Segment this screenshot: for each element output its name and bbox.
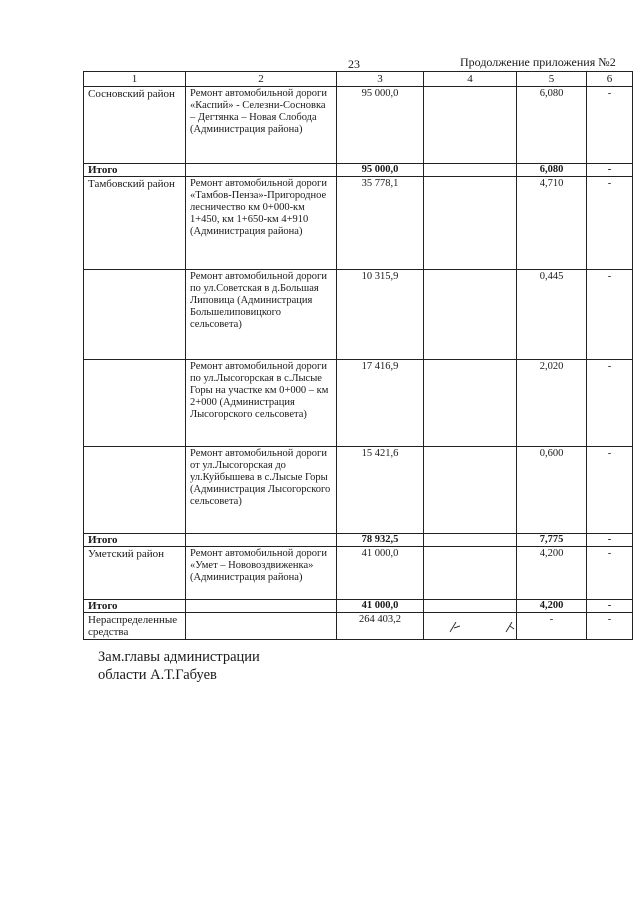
- column-4-cell: [424, 177, 517, 270]
- column-number-4: 4: [424, 72, 517, 87]
- length-cell: 6,080: [517, 87, 587, 164]
- district-cell: Нераспределенные средства: [84, 613, 186, 640]
- column-4-cell: [424, 547, 517, 600]
- amount-cell: 264 403,2: [337, 613, 424, 640]
- length-cell: 4,200: [517, 600, 587, 613]
- length-cell: 7,775: [517, 534, 587, 547]
- column-number-2: 2: [186, 72, 337, 87]
- table-row: [84, 270, 633, 360]
- amount-cell: 95 000,0: [337, 87, 424, 164]
- column-4-cell: [424, 164, 517, 177]
- length-cell: 6,080: [517, 164, 587, 177]
- description-cell: [186, 534, 337, 547]
- page-number: 23: [348, 57, 360, 71]
- column-6-cell: -: [587, 613, 633, 640]
- table-row: [84, 177, 633, 270]
- total-label: Итого: [84, 534, 186, 547]
- district-cell: Тамбовский район: [84, 177, 186, 270]
- amount-cell: 78 932,5: [337, 534, 424, 547]
- signature-title: Зам.главы администрации: [98, 649, 260, 665]
- column-4-cell: [424, 534, 517, 547]
- description-cell: Ремонт автомобильной дороги «Умет – Нововоздвиженка» (Администрация района): [186, 547, 337, 600]
- amount-cell: 10 315,9: [337, 270, 424, 360]
- signature-name: области А.Т.Габуев: [98, 667, 217, 683]
- description-cell: Ремонт автомобильной дороги по ул.Советская в д.Большая Липовица (Администрация Большелиповицкого сельсовета): [186, 270, 337, 360]
- description-cell: [186, 164, 337, 177]
- continuation-note: Продолжение приложения №2: [460, 55, 616, 69]
- column-4-cell: [424, 87, 517, 164]
- column-number-1: 1: [84, 72, 186, 87]
- district-cell: [84, 360, 186, 447]
- column-4-cell: [424, 360, 517, 447]
- column-number-5: 5: [517, 72, 587, 87]
- length-cell: 0,600: [517, 447, 587, 534]
- table-row: [84, 87, 633, 164]
- table-row: [84, 360, 633, 447]
- length-cell: 0,445: [517, 270, 587, 360]
- column-6-cell: -: [587, 164, 633, 177]
- district-cell: Сосновский район: [84, 87, 186, 164]
- column-6-cell: -: [587, 547, 633, 600]
- total-label: Итого: [84, 164, 186, 177]
- table-row: [84, 613, 633, 640]
- column-4-cell: [424, 600, 517, 613]
- column-6-cell: -: [587, 87, 633, 164]
- description-cell: Ремонт автомобильной дороги «Тамбов-Пенза»-Пригородное лесничество км 0+000-км 1+450, км 1+650-км 4+910 (Администрация района): [186, 177, 337, 270]
- description-cell: Ремонт автомобильной дороги «Каспий» - Селезни-Сосновка – Дегтянка – Новая Слобода (Администрация района): [186, 87, 337, 164]
- column-number-row: [84, 72, 633, 87]
- column-6-cell: -: [587, 360, 633, 447]
- length-cell: 4,710: [517, 177, 587, 270]
- amount-cell: 17 416,9: [337, 360, 424, 447]
- description-cell: [186, 600, 337, 613]
- column-6-cell: -: [587, 534, 633, 547]
- column-6-cell: -: [587, 270, 633, 360]
- column-6-cell: -: [587, 177, 633, 270]
- appendix-table: [83, 71, 633, 640]
- column-4-cell: [424, 447, 517, 534]
- district-cell: [84, 270, 186, 360]
- length-cell: 2,020: [517, 360, 587, 447]
- amount-cell: 35 778,1: [337, 177, 424, 270]
- amount-cell: 41 000,0: [337, 600, 424, 613]
- total-label: Итого: [84, 600, 186, 613]
- signature-mark: [448, 620, 528, 634]
- column-6-cell: -: [587, 600, 633, 613]
- district-cell: Уметский район: [84, 547, 186, 600]
- total-row: [84, 600, 633, 613]
- signature-block: [98, 648, 260, 684]
- column-4-cell: [424, 270, 517, 360]
- description-cell: [186, 613, 337, 640]
- description-cell: Ремонт автомобильной дороги от ул.Лысогорская до ул.Куйбышева в с.Лысые Горы (Администрация Лысогорского сельсовета): [186, 447, 337, 534]
- amount-cell: 95 000,0: [337, 164, 424, 177]
- description-cell: Ремонт автомобильной дороги по ул.Лысогорская в с.Лысые Горы на участке км 0+000 – км 2+000 (Администрация Лысогорского сельсовета): [186, 360, 337, 447]
- table-row: [84, 547, 633, 600]
- total-row: [84, 534, 633, 547]
- total-row: [84, 164, 633, 177]
- length-cell: -: [517, 613, 587, 640]
- column-6-cell: -: [587, 447, 633, 534]
- table-row: [84, 447, 633, 534]
- district-cell: [84, 447, 186, 534]
- column-number-6: 6: [587, 72, 633, 87]
- amount-cell: 41 000,0: [337, 547, 424, 600]
- appendix-table-body: [84, 72, 633, 640]
- column-number-3: 3: [337, 72, 424, 87]
- amount-cell: 15 421,6: [337, 447, 424, 534]
- length-cell: 4,200: [517, 547, 587, 600]
